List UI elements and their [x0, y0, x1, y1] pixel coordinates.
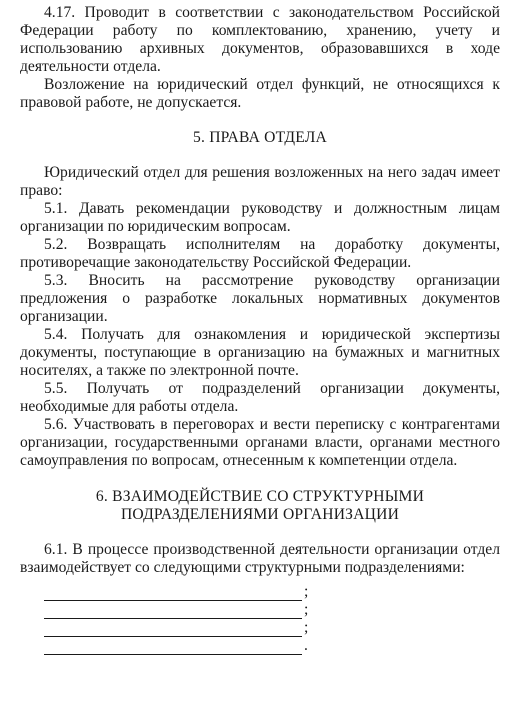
item-5-4: 5.4. Получать для ознакомления и юридической экспертизы документы, поступающие в организацию на бумажных и магнитных носителях, а также по электронной почте. — [20, 326, 500, 379]
item-5-3: 5.3. Вносить на рассмотрение руководству организации предложения о разработке локальных нормативных документов организации. — [20, 272, 500, 325]
item-5-2: 5.2. Возвращать исполнителям на доработку документы, противоречащие законодательству Российской Федерации. — [20, 236, 500, 271]
item-5-5: 5.5. Получать от подразделений организации документы, необходимые для работы отдела. — [20, 380, 500, 415]
blank-fill-line — [44, 583, 500, 601]
blank-punctuation: ; — [304, 601, 309, 618]
item-5-1: 5.1. Давать рекомендации руководству и должностным лицам организации по юридическим вопросам. — [20, 200, 500, 235]
paragraph-4-17: 4.17. Проводит в соответствии с законодательством Российской Федерации работу по комплектованию, хранению, учету и использованию архивных документов, образовавшихся в ходе деятельности отдела. — [20, 4, 500, 75]
blank-underline — [44, 587, 302, 601]
section-6-title-line-2: ПОДРАЗДЕЛЕНИЯМИ ОРГАНИЗАЦИИ — [120, 506, 400, 523]
blank-underline — [44, 623, 302, 637]
item-5-6: 5.6. Участвовать в переговорах и вести переписку с контрагентами организации, государственными органами власти, органами местного самоуправления по вопросам, отнесенным к компетенции отдела. — [20, 416, 500, 469]
blank-fill-line — [44, 619, 500, 637]
item-6-1: 6.1. В процессе производственной деятельности организации отдел взаимодействует со следующими структурными подразделениями: — [20, 541, 500, 576]
blank-fill-line — [44, 637, 500, 655]
blank-fill-list — [44, 583, 500, 655]
blank-punctuation: ; — [304, 583, 309, 600]
blank-underline — [44, 641, 302, 655]
blank-underline — [44, 605, 302, 619]
section-6-title — [20, 488, 500, 524]
section-5-title: 5. ПРАВА ОТДЕЛА — [193, 129, 327, 146]
blank-punctuation: ; — [304, 619, 309, 636]
blank-fill-line — [44, 601, 500, 619]
section-5-intro: Юридический отдел для решения возложенных на него задач имеет право: — [20, 164, 500, 199]
section-6-title-line-1: 6. ВЗАИМОДЕЙСТВИЕ СО СТРУКТУРНЫМИ — [95, 488, 425, 505]
paragraph-restriction: Возложение на юридический отдел функций, не относящихся к правовой работе, не допускается. — [20, 76, 500, 111]
blank-punctuation: . — [304, 637, 308, 654]
